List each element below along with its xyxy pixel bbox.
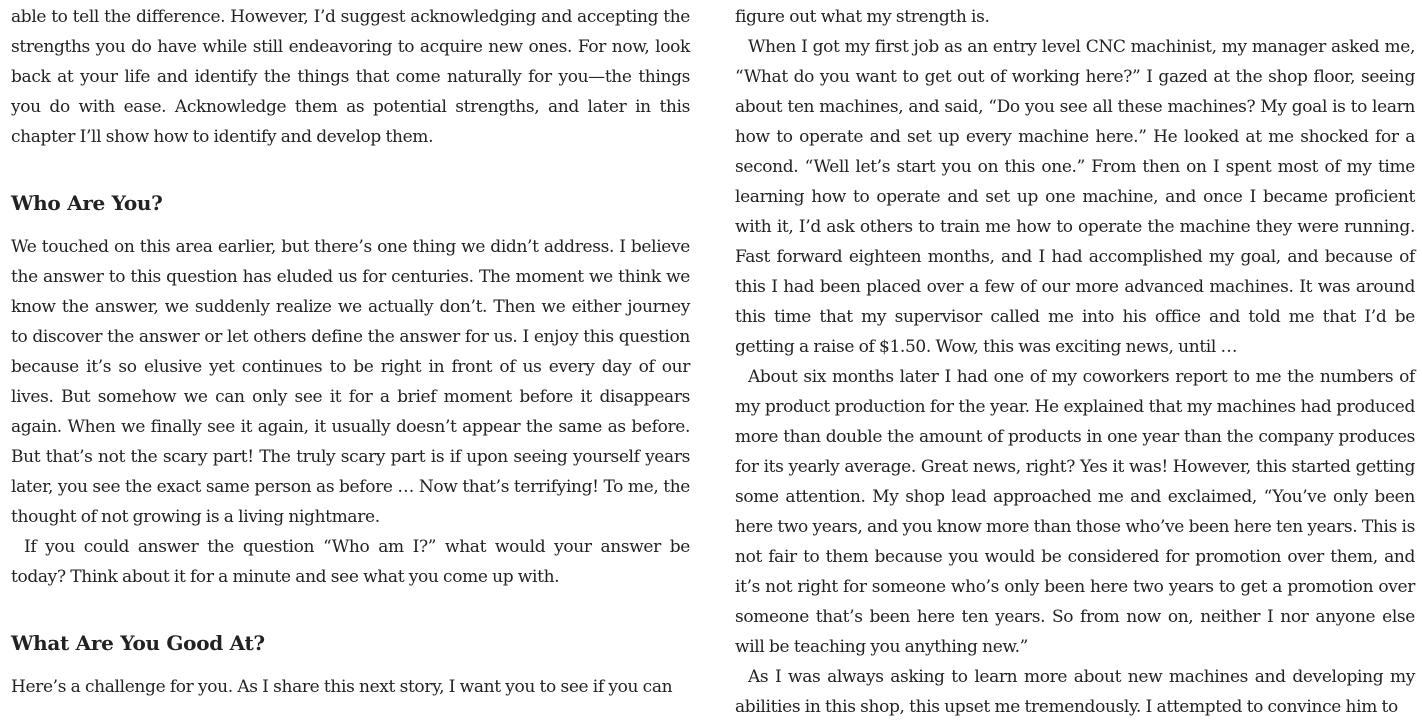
heading-what-are-you-good-at: What Are You Good At? — [11, 631, 265, 655]
paragraph-challenge: Here’s a challenge for you. As I share this next story, I want you to see if you can — [11, 677, 673, 697]
paragraph-who-are-you: We touched on this area earlier, but there’s one thing we didn’t address. I believe the answer to this question has eluded us for centuries. The moment we think we know the answer, we suddenly realize we actually don’t. Then we either journey to discover the answer or let others define the answer for us. I enjoy this question because it’s so elusive yet continues to be right in front of us every day of our lives. But somehow we can only see it for a brief moment before it disappears again. When we finally see it again, it usually doesn’t appear the same as before. But that’s not the scary part! The truly scary part is if upon seeing yourself years later, you see the exact same person as before … Now that’s terrifying! To me, the thought of not growing is a living nightmare. — [11, 237, 690, 527]
paragraph-cnc-machinist-story: When I got my first job as an entry level CNC machinist, my manager asked me, “What do you want to get out of working here?” I gazed at the shop floor, seeing about ten machines, and said, “Do you see all these machines? My goal is to learn how to operate and set up every machine here.” He looked at me shocked for a second. “Well let’s start you on this one.” From then on I spent most of my time learning how to operate and set up one machine, and once I became proficient with it, I’d ask others to train me how to operate the machine they were running. Fast forward eighteen months, and I had accomplished my goal, and because of this I had been placed over a few of our more advanced machines. It was around this time that my supervisor called me into his office and told me that I’d be getting a raise of $1.50. Wow, this was exciting news, until … — [735, 37, 1415, 357]
paragraph-who-am-i-question: If you could answer the question “Who am I?” what would your answer be today? Think about it for a minute and see what you come up with. — [11, 537, 690, 587]
paragraph-figure-out-strength: figure out what my strength is. — [735, 7, 990, 27]
left-column — [11, 0, 690, 702]
paragraph-strengths: able to tell the difference. However, I’d suggest acknowledging and accepting the strengths you do have while still endeavoring to acquire new ones. For now, look back at your life and identify the things that come naturally for you—the things you do with ease. Acknowledge them as potential strengths, and later in this chapter I’ll show how to identify and develop them. — [11, 7, 690, 147]
heading-who-are-you: Who Are You? — [11, 191, 163, 215]
right-column — [735, 0, 1415, 722]
paragraph-upset: As I was always asking to learn more about new machines and developing my abilities in this shop, this upset me tremendously. I attempted to convince him to — [735, 667, 1415, 717]
paragraph-production-report: About six months later I had one of my coworkers report to me the numbers of my product production for the year. He explained that my machines had produced more than double the amount of products in one year than the company produces for its yearly average. Great news, right? Yes it was! However, this started getting some attention. My shop lead approached me and exclaimed, “You’ve only been here two years, and you know more than those who’ve been here ten years. This is not fair to them because you would be considered for promotion over them, and it’s not right for someone who’s only been here two years to get a promotion over someone that’s been here ten years. So from now on, neither I nor anyone else will be teaching you anything new.” — [735, 367, 1415, 657]
